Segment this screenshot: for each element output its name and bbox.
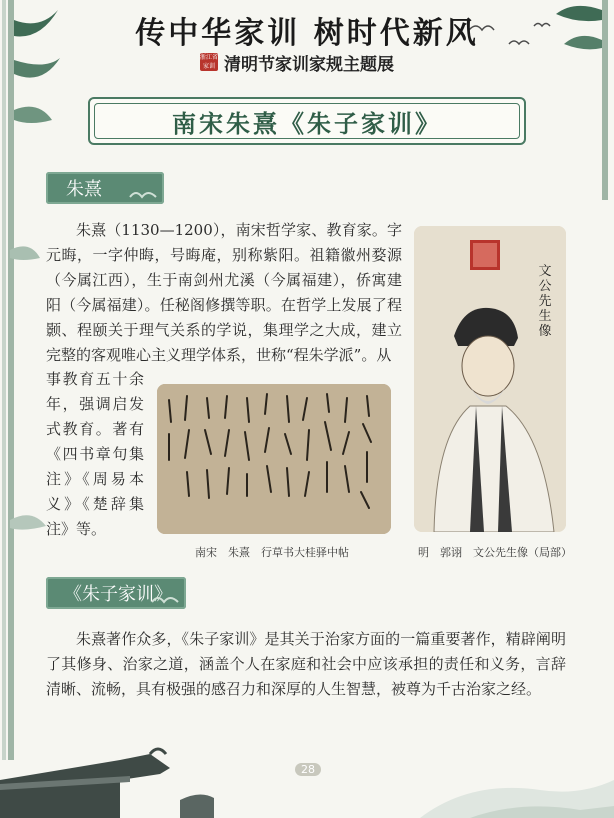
- section-tab-zhuzi-jiaxun: [46, 577, 186, 609]
- traditional-roof-decoration-icon: [0, 740, 614, 818]
- zhuxi-biography-continued: 事教育五十余年，强调启发式教育。著有《四书章句集注》《周易本义》《楚辞集注》等。: [46, 370, 144, 538]
- page-number: 28: [295, 763, 321, 776]
- calligraphy-image: [157, 384, 391, 534]
- wave-icon: [128, 187, 158, 201]
- zhuxi-biography: 朱熹（1130—1200），南宋哲学家、教育家。字元晦，一字仲晦，号晦庵，别称紫阳。祖籍徽州婺源（今属江西），生于南剑州尤溪（今属福建），侨寓建阳（今属福建）。任秘阁修撰等职。在哲学上发展了程颢、程颐关于理气关系的学说，集理学之大成，建立完整的客观唯心主义理学体系，世称“程朱学派”。从: [46, 221, 402, 364]
- section-tab-label: 《朱子家训》: [64, 584, 172, 605]
- portrait-caption: 明 郭诩 文公先生像（局部）: [418, 546, 572, 559]
- portrait-inscription: 文公先生像: [538, 264, 552, 339]
- seal-icon: 浙江省家训: [200, 54, 219, 70]
- chapter-banner: [88, 97, 526, 145]
- header-subtitle: 清明节家训家规主题展: [224, 54, 394, 75]
- wave-icon: [150, 592, 180, 606]
- section-tab-zhuxi: [46, 172, 164, 204]
- portrait-image: [414, 226, 566, 532]
- zhuzi-jiaxun-description: 朱熹著作众多，《朱子家训》是其关于治家方面的一篇重要著作，精辟阐明了其修身、治家之道，涵盖个人在家庭和社会中应该承担的责任和义务，言辞清晰、流畅，具有极强的感召力和深厚的人生智慧，被尊为千古治家之经。: [46, 630, 566, 698]
- header-subtitle-row: [200, 50, 394, 74]
- red-seal-icon: [470, 240, 500, 270]
- chapter-title: 南宋朱熹《朱子家训》: [94, 103, 520, 139]
- calligraphy-caption: 南宋 朱熹 行草书大桂驿中帖: [195, 546, 349, 559]
- calligraphy-strokes-icon: [157, 384, 391, 534]
- section-tab-label: 朱熹: [66, 179, 102, 200]
- page-header-title: 传中华家训 树时代新风: [135, 16, 479, 51]
